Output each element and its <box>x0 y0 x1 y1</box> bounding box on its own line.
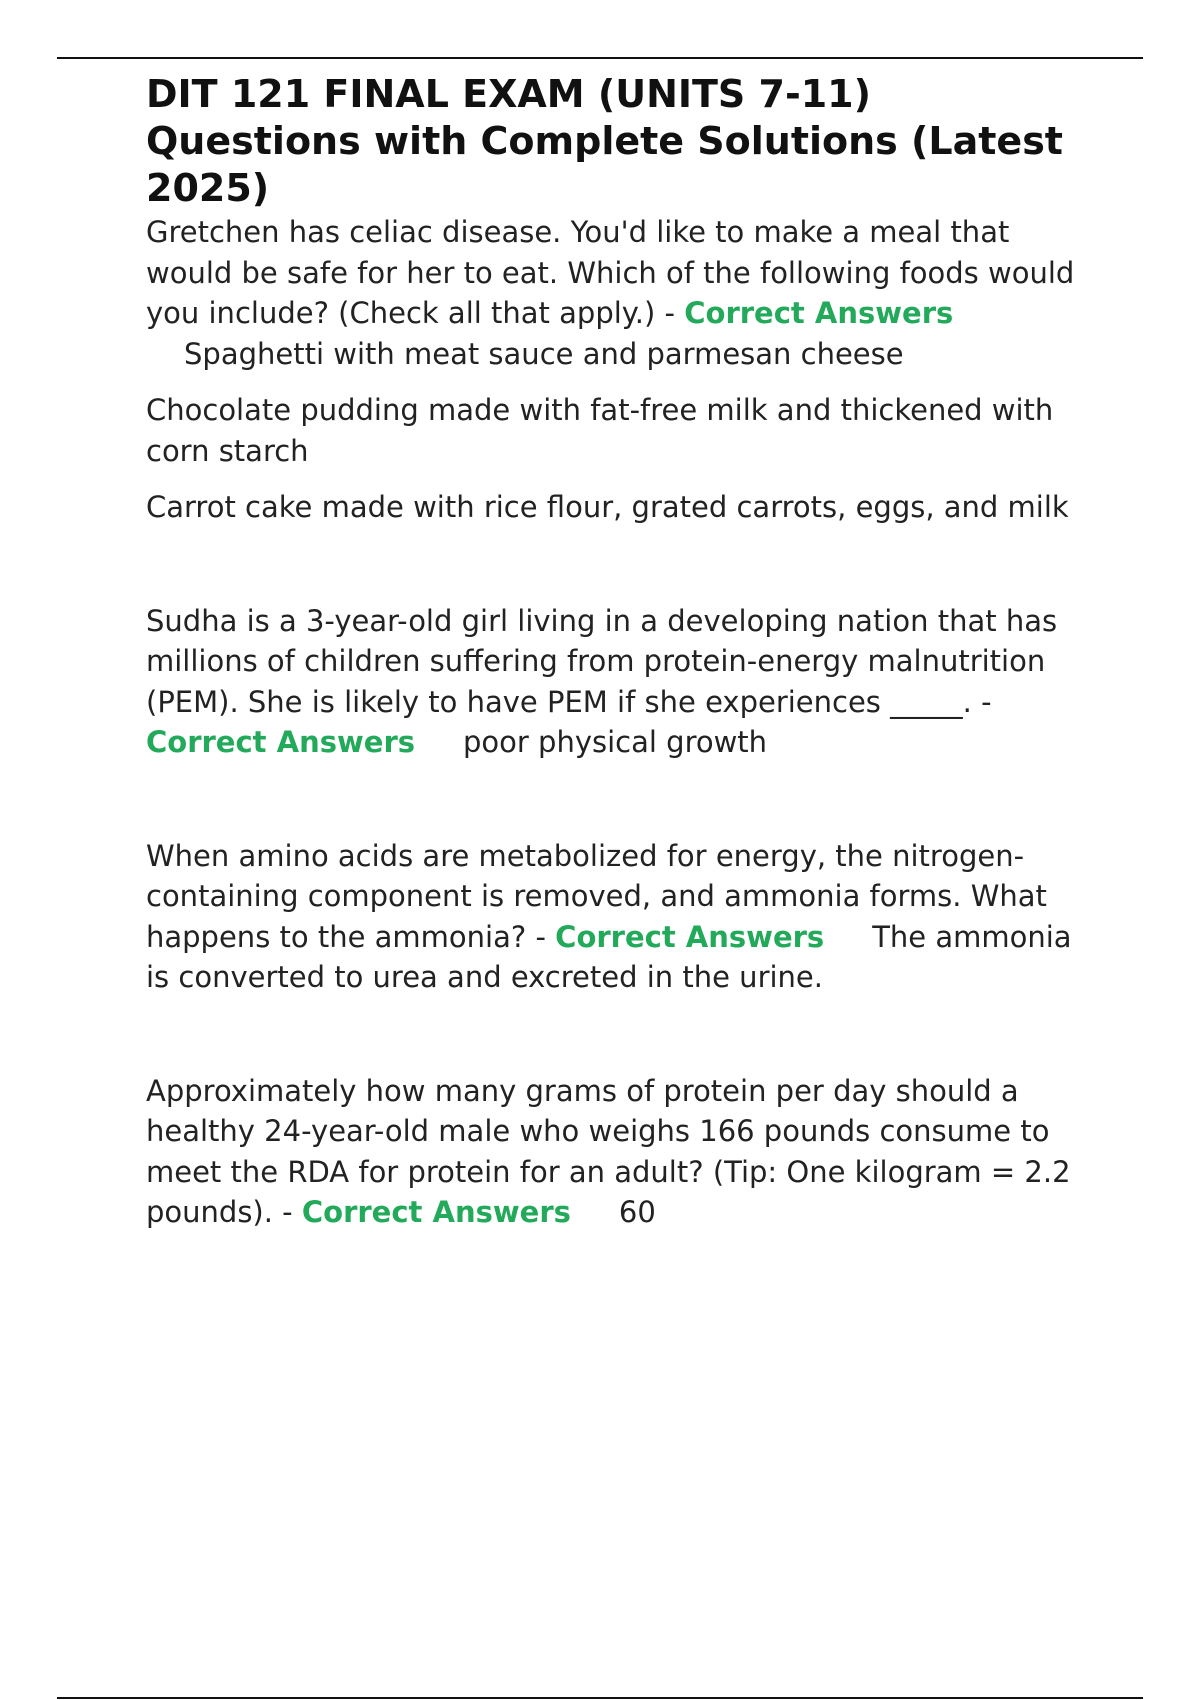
question-4-text: Approximately how many grams of protein per day should a healthy 24-year-old male who weighs 166 pounds consume to meet the RDA for protein for an adult? (Tip: One kilogram = 2.2 pounds). - <box>146 1073 1071 1229</box>
question-1 <box>146 212 1096 334</box>
question-3-text: When amino acids are metabolized for energy, the nitrogen-containing component is removed, and ammonia forms. What happens to the ammonia? - <box>146 838 1047 954</box>
document-title: DIT 121 FINAL EXAM (UNITS 7-11) Questions with Complete Solutions (Latest 2025) <box>146 72 1063 210</box>
question-2-text: Sudha is a 3-year-old girl living in a developing nation that has millions of children suffering from protein-energy malnutrition (PEM). She is likely to have PEM if she experiences _____. - <box>146 603 1058 719</box>
question-block-3 <box>146 836 1096 998</box>
answer-text: Spaghetti with meat sauce and parmesan cheese <box>184 336 904 371</box>
question-block-4 <box>146 1071 1096 1233</box>
question-3 <box>146 836 1096 998</box>
correct-answers-label: Correct Answers <box>301 1195 571 1229</box>
correct-answers-label: Correct Answers <box>684 296 954 330</box>
correct-answers-label: Correct Answers <box>146 725 416 759</box>
question-2 <box>146 601 1096 763</box>
question-1-text: Gretchen has celiac disease. You'd like to make a meal that would be safe for her to eat. Which of the following foods would you include? (Check all that apply.) - <box>146 215 1075 330</box>
answer-1-item-2: Chocolate pudding made with fat-free milk and thickened with corn starch <box>146 393 1054 468</box>
question-block-2 <box>146 601 1096 763</box>
document-body <box>146 71 1096 1233</box>
question-block-1 <box>146 212 1096 528</box>
bottom-rule <box>57 1697 1143 1699</box>
answer-1-item-1 <box>146 334 1096 375</box>
answer-2-text: poor physical growth <box>463 725 768 759</box>
correct-answers-label: Correct Answers <box>555 919 825 954</box>
answer-3-text: The ammonia is converted to urea and excreted in the urine. <box>146 919 1072 994</box>
answer-1-item-3: Carrot cake made with rice flour, grated carrots, eggs, and milk <box>146 490 1069 524</box>
question-4 <box>146 1071 1096 1233</box>
answer-4-text: 60 <box>618 1195 656 1229</box>
top-rule <box>57 57 1143 59</box>
